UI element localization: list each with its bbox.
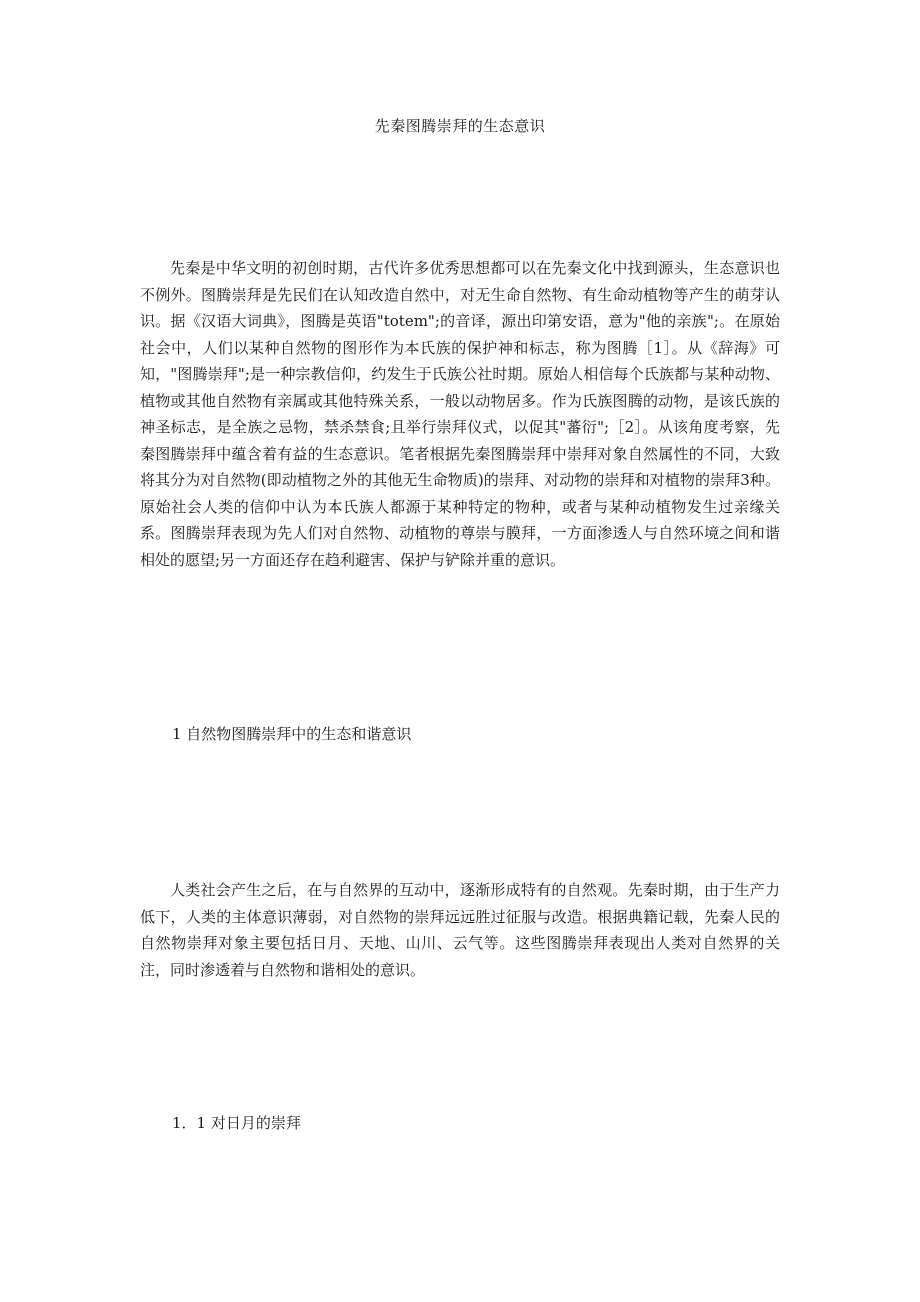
paragraph-intro: 先秦是中华文明的初创时期，古代许多优秀思想都可以在先秦文化中找到源头，生态意识也不例外。图腾崇拜是先民们在认知改造自然中，对无生命自然物、有生命动植物等产生的萌芽认识。据《汉语大词典》，图腾是英语"totem";的音译，源出印第安语，意为"他的亲族";。在原始社会中，人们以某种自然物的图形作为本氏族的保护神和标志，称为图腾［1］。从《辞海》可知，"图腾崇拜";是一种宗教信仰，约发生于氏族公社时期。原始人相信每个氏族都与某种动物、植物或其他自然物有亲属或其他特殊关系，一般以动物居多。作为氏族图腾的动物，是该氏族的神圣标志，是全族之忌物，禁杀禁食;且举行崇拜仪式，以促其"蕃衍";［2］。从该角度考察，先秦图腾崇拜中蕴含着有益的生态意识。笔者根据先秦图腾崇拜中崇拜对象自然属性的不同，大致将其分为对自然物(即动植物之外的其他无生命物质)的崇拜、对动物的崇拜和对植物的崇拜3种。原始社会人类的信仰中认为本氏族人都源于某种特定的物种，或者与某种动植物发生过亲缘关系。图腾崇拜表现为先人们对自然物、动植物的尊崇与膜拜，一方面渗透人与自然环境之间和谐相处的愿望;另一方面还存在趋利避害、保护与铲除并重的意识。 (140, 259, 780, 569)
paragraph-section-1: 人类社会产生之后，在与自然界的互动中，逐渐形成特有的自然观。先秦时期，由于生产力低下，人类的主体意识薄弱，对自然物的崇拜远远胜过征服与改造。根据典籍记载，先秦人民的自然物崇拜对象主要包括日月、天地、山川、云气等。这些图腾崇拜表现出人类对自然界的关注，同时渗透着与自然物和谐相处的意识。 (140, 881, 780, 979)
subsection-heading-1-1: 1．1 对日月的崇拜 (172, 1114, 301, 1132)
section-heading-1: 1 自然物图腾崇拜中的生态和谐意识 (172, 725, 412, 743)
document-title: 先秦图腾崇拜的生态意识 (374, 117, 546, 135)
